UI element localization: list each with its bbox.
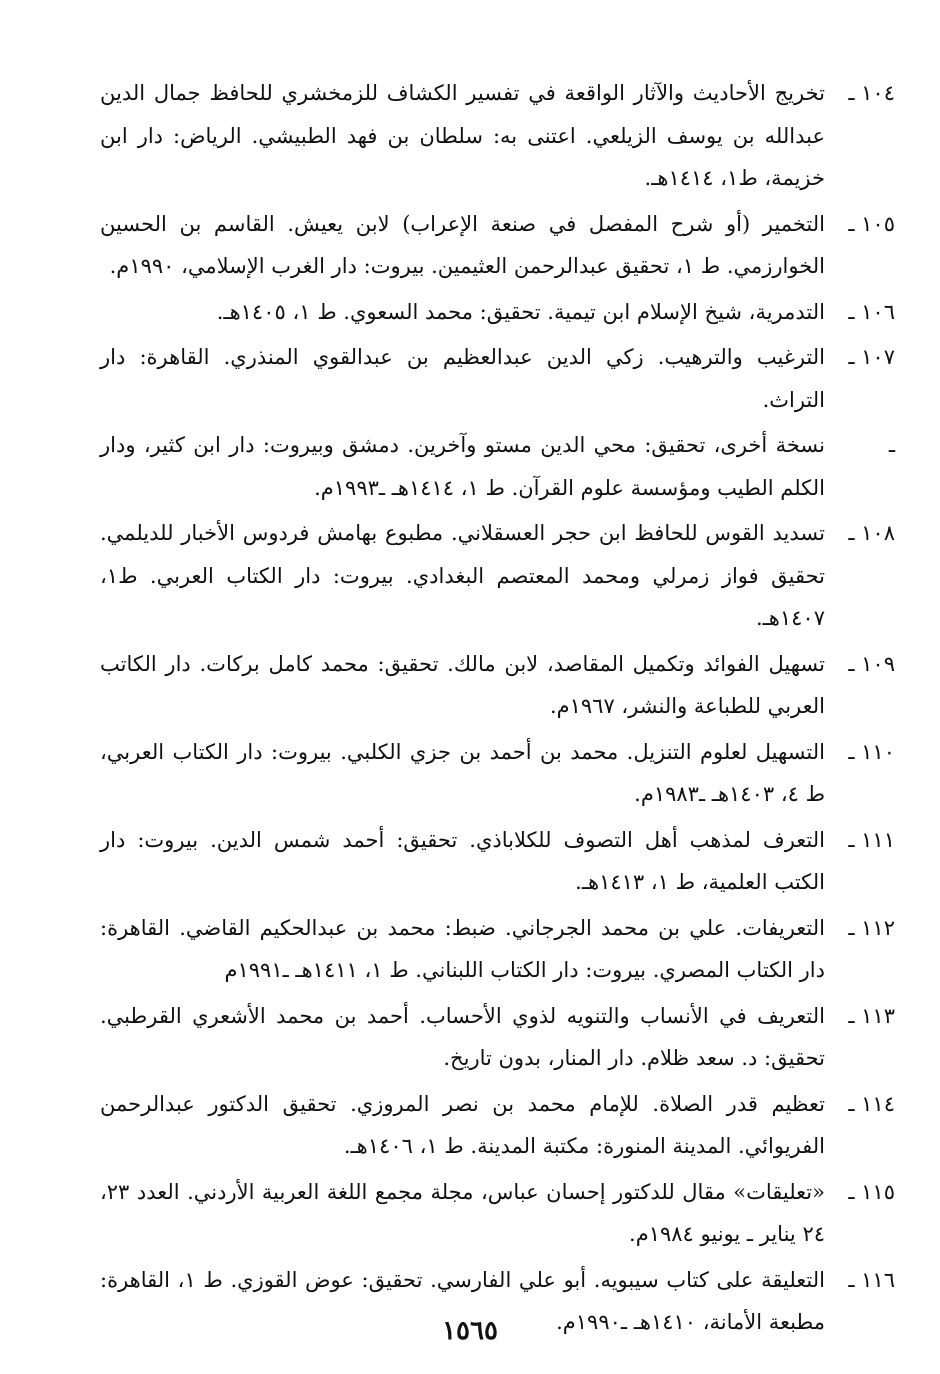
entry-text: التخمير (أو شرح المفصل في صنعة الإعراب) لابن يعيش. القاسم بن الحسين الخوارزمي. ط ١، تحقيق عبدالرحمن العثيمين. بيروت: دار الغرب الإسلامي، ١٩٩٠م. xyxy=(100,211,825,278)
entry-text: الترغيب والترهيب. زكي الدين عبدالعظيم بن عبدالقوي المنذري. القاهرة: دار التراث. xyxy=(100,345,825,412)
entry-text: التسهيل لعلوم التنزيل. محمد بن أحمد بن جزي الكلبي. بيروت: دار الكتاب العربي، ط ٤، ١٤٠٣هـ ـ١٩٨٣م. xyxy=(100,739,825,806)
bibliography-entry-113 xyxy=(100,995,895,1080)
bibliography-list xyxy=(100,72,895,1347)
entry-text: التدمرية، شيخ الإسلام ابن تيمية. تحقيق: محمد السعوي. ط ١، ١٤٠٥هـ. xyxy=(216,299,825,324)
entry-text: تخريج الأحاديث والآثار الواقعة في تفسير الكشاف للزمخشري للحافظ جمال الدين عبدالله بن يوسف الزيلعي. اعتنى به: سلطان بن فهد الطبيشي. الرياض: دار ابن خزيمة، ط١، ١٤١٤هـ. xyxy=(100,81,825,190)
bibliography-entry-108 xyxy=(100,512,895,640)
entry-number: ١١٣ ـ xyxy=(848,1003,895,1028)
entry-text: تسديد القوس للحافظ ابن حجر العسقلاني. مطبوع بهامش فردوس الأخبار للديلمي. تحقيق فواز زمرلي ومحمد المعتصم البغدادي. بيروت: دار الكتاب العربي. ط١، ١٤٠٧هـ. xyxy=(100,521,825,630)
bibliography-entry-114 xyxy=(100,1083,895,1168)
entry-number: ١١٢ ـ xyxy=(848,915,895,940)
entry-text: التعليقة على كتاب سيبويه. أبو علي الفارسي. تحقيق: عوض القوزي. ط ١، القاهرة: مطبعة الأمانة، ١٤١٠هـ ـ١٩٩٠م. xyxy=(100,1267,825,1334)
bibliography-entry-111 xyxy=(100,819,895,904)
entry-text: التعريف في الأنساب والتنويه لذوي الأحساب. أحمد بن محمد الأشعري القرطبي. تحقيق: د. سعد ظلام. دار المنار، بدون تاريخ. xyxy=(100,1003,825,1070)
entry-number: ١٠٩ ـ xyxy=(848,651,895,676)
entry-text: «تعليقات» مقال للدكتور إحسان عباس، مجلة مجمع اللغة العربية الأردني. العدد ٢٣، ٢٤ يناير ـ يونيو ١٩٨٤م. xyxy=(100,1179,825,1246)
bibliography-entry-115 xyxy=(100,1171,895,1256)
bibliography-entry-109 xyxy=(100,643,895,728)
entry-number: ١٠٤ ـ xyxy=(848,81,895,105)
entry-number: ١١٤ ـ xyxy=(848,1091,895,1116)
bibliography-entry-104 xyxy=(100,72,895,200)
entry-number: ١١٦ ـ xyxy=(848,1267,895,1292)
bibliography-entry-107-alt xyxy=(100,424,895,509)
entry-number: ١٠٥ ـ xyxy=(848,211,895,236)
bibliography-entry-110 xyxy=(100,731,895,816)
entry-number: ـ xyxy=(888,433,895,457)
entry-number: ١١٠ ـ xyxy=(848,739,895,764)
bibliography-entry-112 xyxy=(100,907,895,992)
entry-text: تسهيل الفوائد وتكميل المقاصد، لابن مالك. تحقيق: محمد كامل بركات. دار الكاتب العربي للطباعة والنشر، ١٩٦٧م. xyxy=(100,651,825,718)
bibliography-entry-105 xyxy=(100,203,895,288)
entry-number: ١١١ ـ xyxy=(848,827,895,852)
page-number: ١٥٦٥ xyxy=(442,1316,498,1346)
entry-number: ١٠٦ ـ xyxy=(848,299,895,324)
entry-text: التعريفات. علي بن محمد الجرجاني. ضبط: محمد بن عبدالحكيم القاضي. القاهرة: دار الكتاب المصري. بيروت: دار الكتاب اللبناني. ط ١، ١٤١١هـ ـ١٩٩١م xyxy=(100,915,825,982)
entry-text: نسخة أخرى، تحقيق: محي الدين مستو وآخرين. دمشق وبيروت: دار ابن كثير، ودار الكلم الطيب ومؤسسة علوم القرآن. ط ١، ١٤١٤هـ ـ١٩٩٣م. xyxy=(100,433,825,500)
entry-text: تعظيم قدر الصلاة. للإمام محمد بن نصر المروزي. تحقيق الدكتور عبدالرحمن الفريوائي. المدينة المنورة: مكتبة المدينة. ط ١، ١٤٠٦هـ. xyxy=(100,1091,825,1158)
entry-number: ١١٥ ـ xyxy=(848,1179,895,1204)
entry-number: ١٠٧ ـ xyxy=(848,345,895,369)
entry-text: التعرف لمذهب أهل التصوف للكلاباذي. تحقيق: أحمد شمس الدين. بيروت: دار الكتب العلمية، ط ١، ١٤١٣هـ. xyxy=(100,827,825,894)
bibliography-entry-106 xyxy=(100,291,895,334)
entry-number: ١٠٨ ـ xyxy=(848,521,895,545)
bibliography-entry-107 xyxy=(100,336,895,421)
